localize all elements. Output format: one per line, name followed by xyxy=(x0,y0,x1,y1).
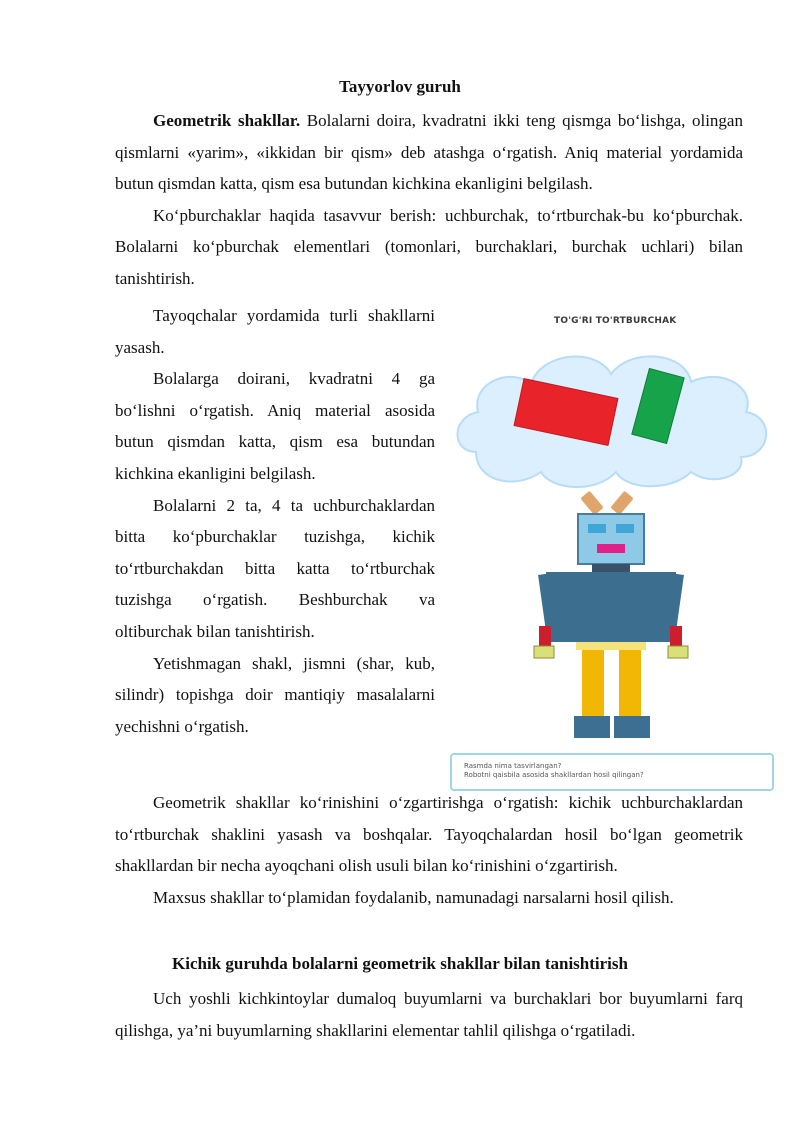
paragraph-three-year-olds: Uch yoshli kichkintoylar dumaloq buyumlarni va burchaklari bor buyumlarni farq qilishga, ya’ni buyumlarning shakllarini elementar tahlil qilishga o‘rgatiladi. xyxy=(115,989,743,1040)
final-section xyxy=(115,787,743,913)
robot-icon xyxy=(534,491,688,738)
paragraph-triangles: Bolalarni 2 ta, 4 ta uchburchaklardan bitta ko‘pburchaklar tuzishga, kichik to‘rtburchakdan bitta katta to‘rtburchak tuzishga o‘rgatish. Beshburchak va oltiburchak bilan tanishtirish. xyxy=(115,495,435,641)
robot-illustration xyxy=(446,312,776,792)
page-title: Tayyorlov guruh xyxy=(339,77,461,96)
paragraph-transform: Geometrik shakllar ko‘rinishini o‘zgartirishga o‘rgatish: kichik uchburchaklardan to‘rtburchak shaklini yasash va boshqalar. Tayoqchalardan hosil bo‘lgan geometrik shakllardan bir necha ayoqchani olish usuli bilan ko‘rinishini o‘zgartirish. xyxy=(115,793,743,876)
figure-caption: TO'G'RI TO'RTBURCHAK xyxy=(554,316,677,326)
paragraph-text: Bolalarni doira, kvadratni ikki teng qismga bo‘lishga, olingan qismlarni «yarim», «ikkidan bir qism» deb atashga o‘rgatish. Aniq material yordamida butun qismdan katta, qism esa butundan kichkina ekanligini belgilash. xyxy=(115,111,743,194)
paragraph-polygons: Ko‘pburchaklar haqida tasavvur berish: uchburchak, to‘rtburchak-bu ko‘pburchak. Bolalarni ko‘pburchak elementlari (tomonlari, burchaklari, burchak uchlari) bilan tanishtirish. xyxy=(115,205,743,288)
closing-section xyxy=(115,983,743,1046)
intro-section xyxy=(115,105,743,295)
paragraph-sticks: Tayoqchalar yordamida turli shakllarni yasash. xyxy=(115,306,435,357)
paragraph-divide: Bolalarga doirani, kvadratni 4 ga bo‘lishni o‘rgatish. Aniq material asosida butun qismdan katta, qism esa butundan kichkina ekanligini belgilash. xyxy=(115,369,435,483)
question-box xyxy=(450,753,774,791)
paragraph-special-set: Maxsus shakllar to‘plamidan foydalanib, namunadagi narsalarni hosil qilish. xyxy=(153,887,674,907)
paragraph-geometric-shapes xyxy=(115,105,743,200)
question-line-1: Rasmda nima tasvirlangan? xyxy=(464,762,562,770)
question-line-2: Robotni qaisbila asosida shakllardan hosil qilingan? xyxy=(464,771,644,779)
term-geometric-shapes: Geometrik shakllar. xyxy=(153,111,301,130)
robot-figure-svg xyxy=(446,312,776,752)
paragraph-missing-shape: Yetishmagan shakl, jismni (shar, kub, silindr) topishga doir mantiqiy masalalarni yechishni o‘rgatish. xyxy=(115,653,435,736)
narrow-section xyxy=(115,300,435,742)
section-subheading: Kichik guruhda bolalarni geometrik shakllar bilan tanishtirish xyxy=(172,954,628,973)
